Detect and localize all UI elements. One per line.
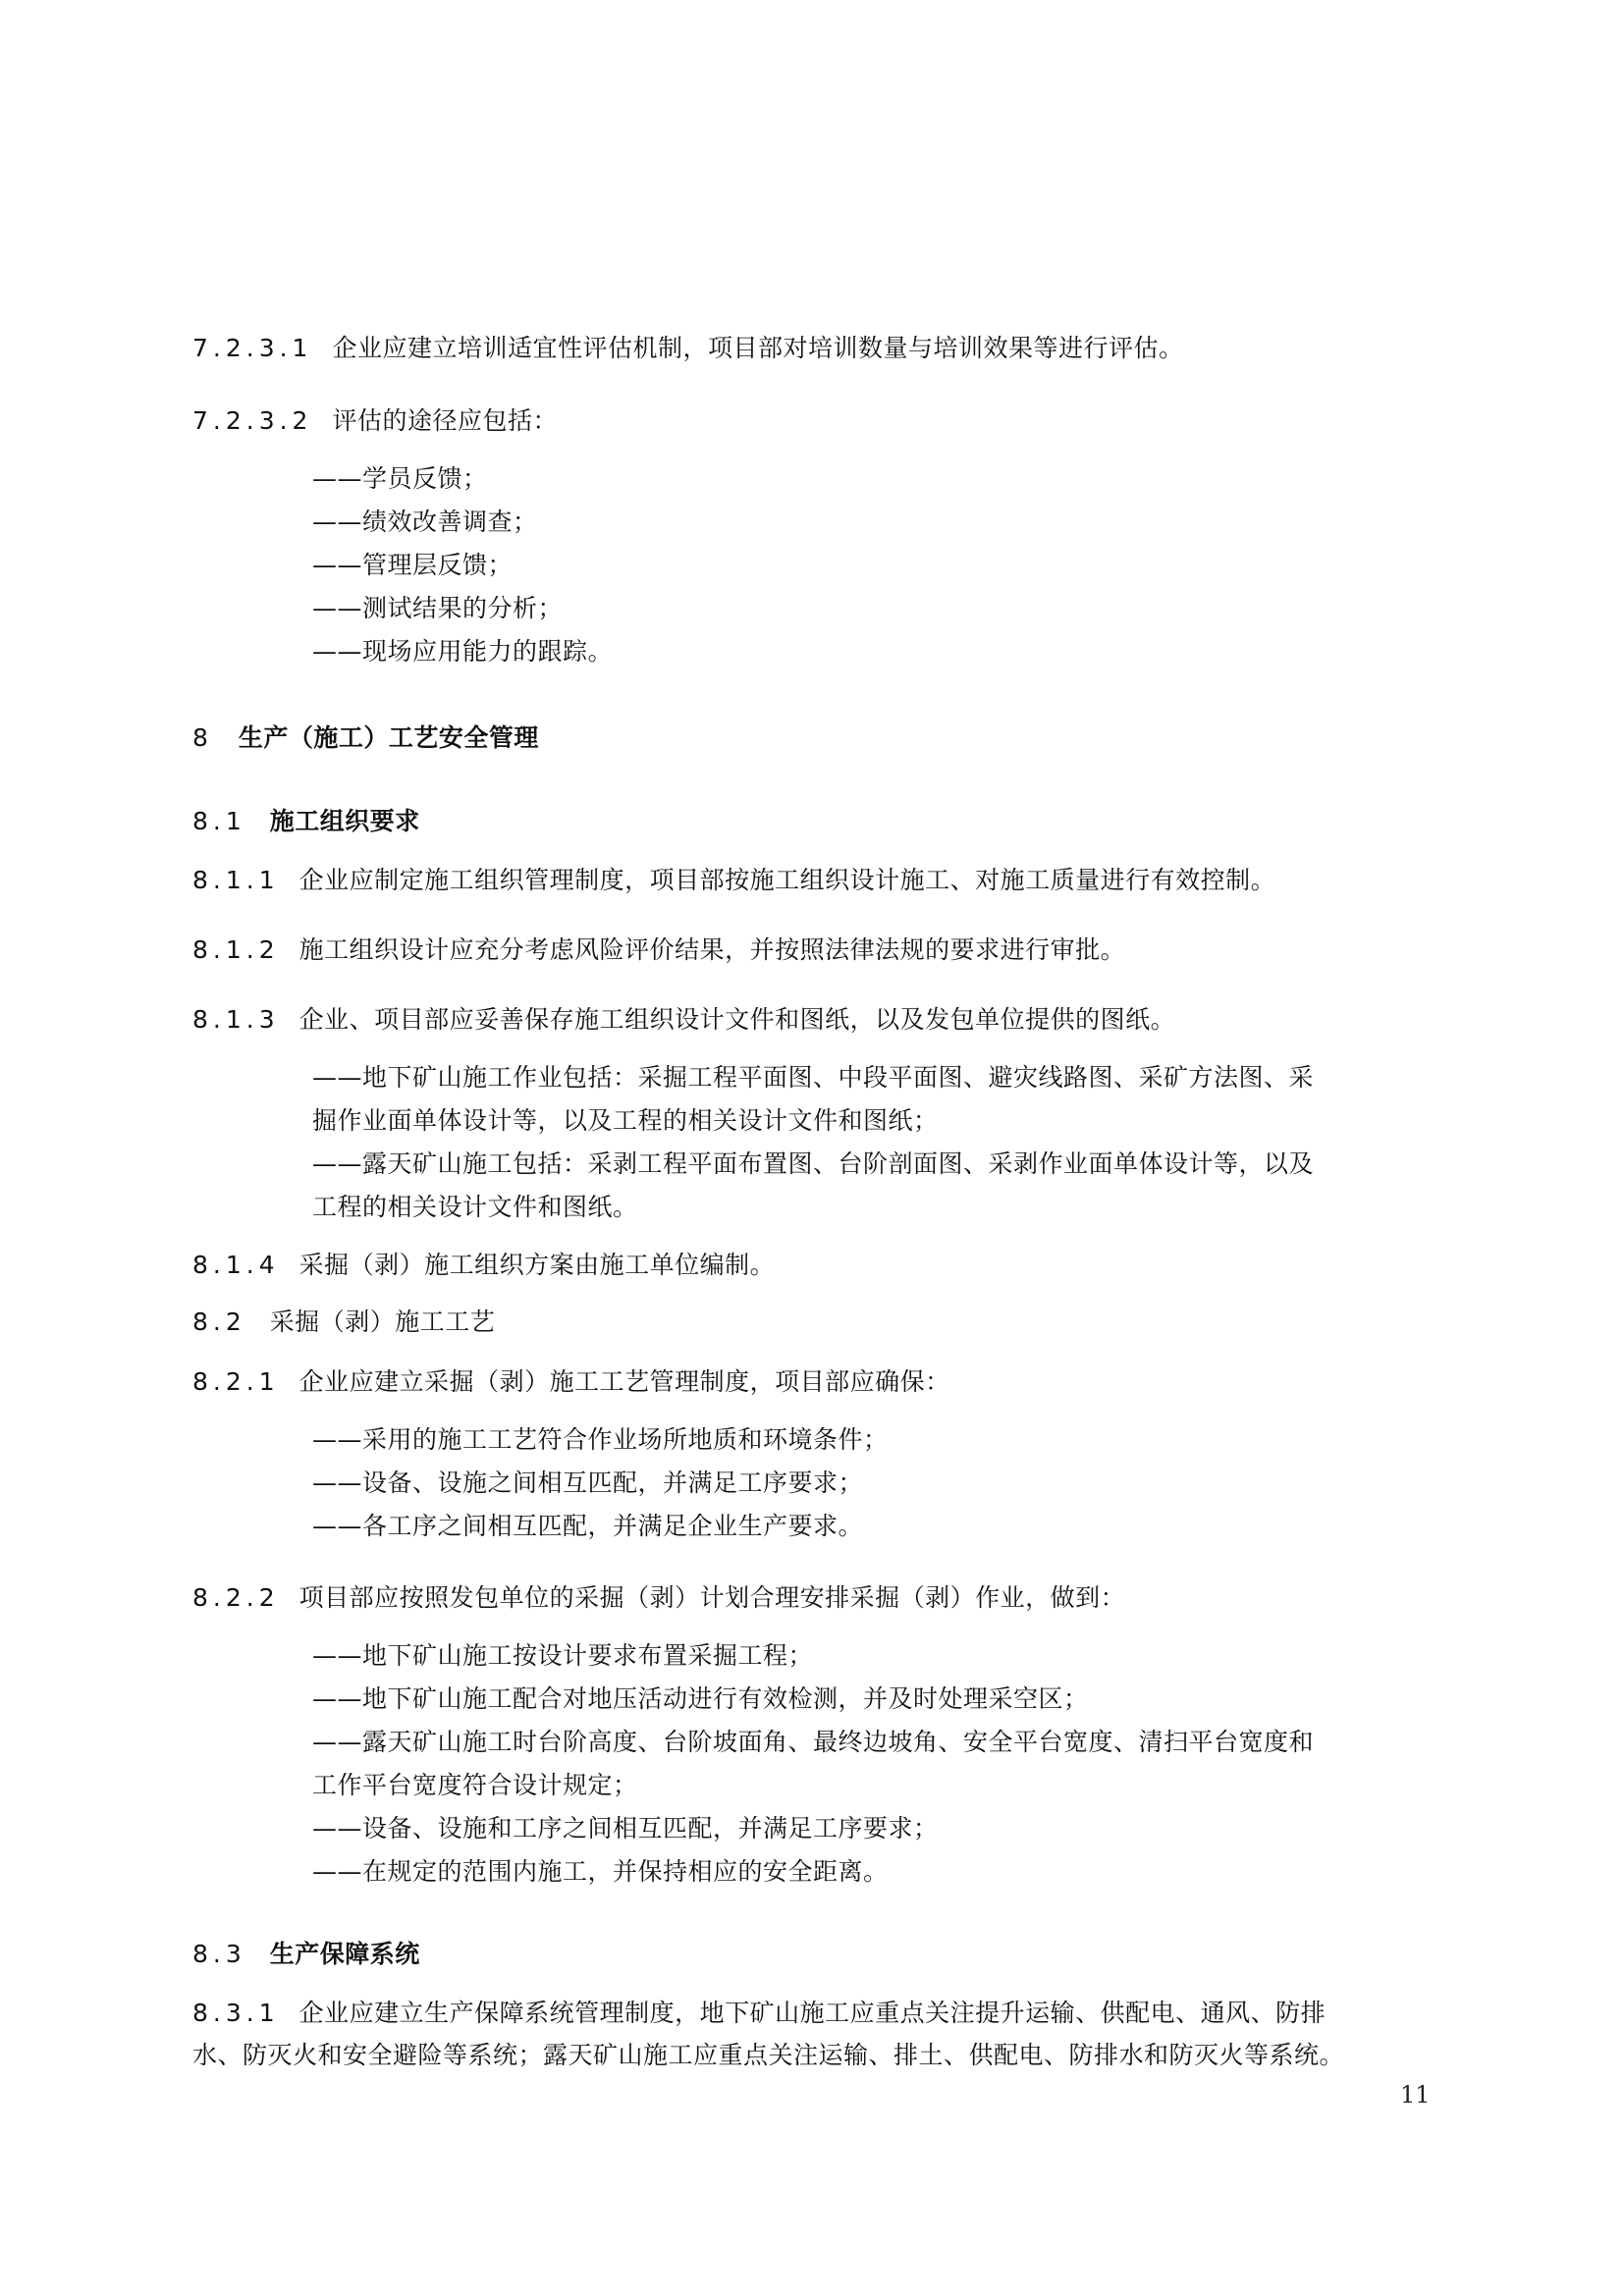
clause-paragraph xyxy=(192,1251,775,1280)
line-text: ——地下矿山施工作业包括：采掘工程平面图、中段平面图、避灾线路图、采矿方法图、采 xyxy=(312,1063,1315,1092)
line-text: 施工组织设计应充分考虑风险评价结果，并按照法律法规的要求进行审批。 xyxy=(298,935,1126,964)
section-heading xyxy=(192,1308,495,1337)
line-text: ——现场应用能力的跟踪。 xyxy=(312,637,614,666)
list-item xyxy=(312,1425,889,1455)
line-text: 企业应建立生产保障系统管理制度，地下矿山施工应重点关注提升运输、供配电、通风、防排 xyxy=(298,1999,1326,2027)
line-text: ——绩效改善调查； xyxy=(312,507,538,536)
clause-number: 8.1.1 xyxy=(192,866,280,894)
list-item xyxy=(312,551,513,580)
line-text: 企业应建立培训适宜性评估机制，项目部对培训数量与培训效果等进行评估。 xyxy=(332,334,1184,362)
list-item xyxy=(312,1468,863,1498)
line-text: 企业应建立采掘（剥）施工工艺管理制度，项目部应确保： xyxy=(298,1367,950,1396)
line-text: ——地下矿山施工按设计要求布置采掘工程； xyxy=(312,1641,814,1670)
line-text: 生产保障系统 xyxy=(269,1940,420,1968)
line-text: ——露天矿山施工包括：采剥工程平面布置图、台阶剖面图、采剥作业面单体设计等，以及 xyxy=(312,1149,1315,1178)
list-item xyxy=(312,1193,638,1222)
list-item xyxy=(312,1512,863,1541)
section-heading xyxy=(192,1940,420,1969)
list-item xyxy=(312,1728,1314,1757)
clause-paragraph xyxy=(192,1583,1125,1613)
list-item xyxy=(312,594,563,623)
list-item xyxy=(312,1149,1314,1179)
clause-number: 7.2.3.1 xyxy=(192,334,313,362)
line-text: ——露天矿山施工时台阶高度、台阶坡面角、最终边坡角、安全平台宽度、清扫平台宽度和 xyxy=(312,1728,1315,1756)
list-item xyxy=(312,637,613,667)
line-text: 工作平台宽度符合设计规定； xyxy=(312,1771,638,1799)
list-item xyxy=(312,464,488,494)
line-text: 评估的途径应包括： xyxy=(332,406,558,435)
line-text: 项目部应按照发包单位的采掘（剥）计划合理安排采掘（剥）作业，做到： xyxy=(298,1583,1126,1612)
line-text: ——各工序之间相互匹配，并满足企业生产要求。 xyxy=(312,1512,864,1540)
clause-paragraph xyxy=(192,1367,950,1397)
list-item xyxy=(312,1063,1314,1093)
line-text: 企业、项目部应妥善保存施工组织设计文件和图纸，以及发包单位提供的图纸。 xyxy=(298,1005,1176,1034)
line-text: 工程的相关设计文件和图纸。 xyxy=(312,1193,638,1221)
line-text: 施工组织要求 xyxy=(269,807,420,835)
list-item xyxy=(312,1106,939,1136)
list-item xyxy=(312,1641,813,1671)
clause-number: 8 xyxy=(192,723,213,752)
page-number: 11 xyxy=(1400,2081,1431,2109)
clause-number: 8.1.3 xyxy=(192,1005,280,1034)
clause-number: 8.2.1 xyxy=(192,1367,280,1396)
line-text: ——地下矿山施工配合对地压活动进行有效检测，并及时处理采空区； xyxy=(312,1684,1089,1713)
line-text: 掘作业面单体设计等，以及工程的相关设计文件和图纸； xyxy=(312,1106,939,1135)
line-text: 生产（施工）工艺安全管理 xyxy=(238,723,539,752)
line-text: 企业应制定施工组织管理制度，项目部按施工组织设计施工、对施工质量进行有效控制。 xyxy=(298,866,1276,894)
clause-number: 7.2.3.2 xyxy=(192,406,313,435)
line-text: ——学员反馈； xyxy=(312,464,488,493)
list-item xyxy=(312,1771,638,1800)
clause-paragraph xyxy=(192,406,558,436)
line-text: ——管理层反馈； xyxy=(312,551,514,579)
section-heading xyxy=(192,807,420,836)
line-text: ——在规定的范围内施工，并保持相应的安全距离。 xyxy=(312,1857,889,1886)
clause-number: 8.1.2 xyxy=(192,935,280,964)
clause-paragraph xyxy=(192,2041,1344,2070)
line-text: ——设备、设施和工序之间相互匹配，并满足工序要求； xyxy=(312,1814,939,1842)
list-item xyxy=(312,1857,889,1887)
line-text: 采掘（剥）施工组织方案由施工单位编制。 xyxy=(298,1251,776,1279)
line-text: ——设备、设施之间相互匹配，并满足工序要求； xyxy=(312,1468,864,1497)
clause-paragraph xyxy=(192,1005,1175,1035)
line-text: ——测试结果的分析； xyxy=(312,594,564,622)
clause-paragraph xyxy=(192,935,1125,965)
clause-paragraph xyxy=(192,866,1275,895)
line-text: ——采用的施工工艺符合作业场所地质和环境条件； xyxy=(312,1425,889,1454)
clause-paragraph xyxy=(192,1999,1326,2028)
list-item xyxy=(312,507,538,537)
clause-number: 8.3 xyxy=(192,1940,246,1968)
clause-number: 8.1 xyxy=(192,807,246,835)
clause-paragraph xyxy=(192,334,1183,363)
clause-number: 8.2.2 xyxy=(192,1583,280,1612)
list-item xyxy=(312,1684,1089,1714)
clause-number: 8.2 xyxy=(192,1308,246,1336)
clause-number: 8.3.1 xyxy=(192,1999,280,2027)
list-item xyxy=(312,1814,939,1843)
line-text: 采掘（剥）施工工艺 xyxy=(269,1308,496,1336)
clause-number: 8.1.4 xyxy=(192,1251,280,1279)
section-heading xyxy=(192,723,539,753)
line-text: 水、防灭火和安全避险等系统；露天矿山施工应重点关注运输、排土、供配电、防排水和防灭火等系统。 xyxy=(192,2041,1345,2069)
